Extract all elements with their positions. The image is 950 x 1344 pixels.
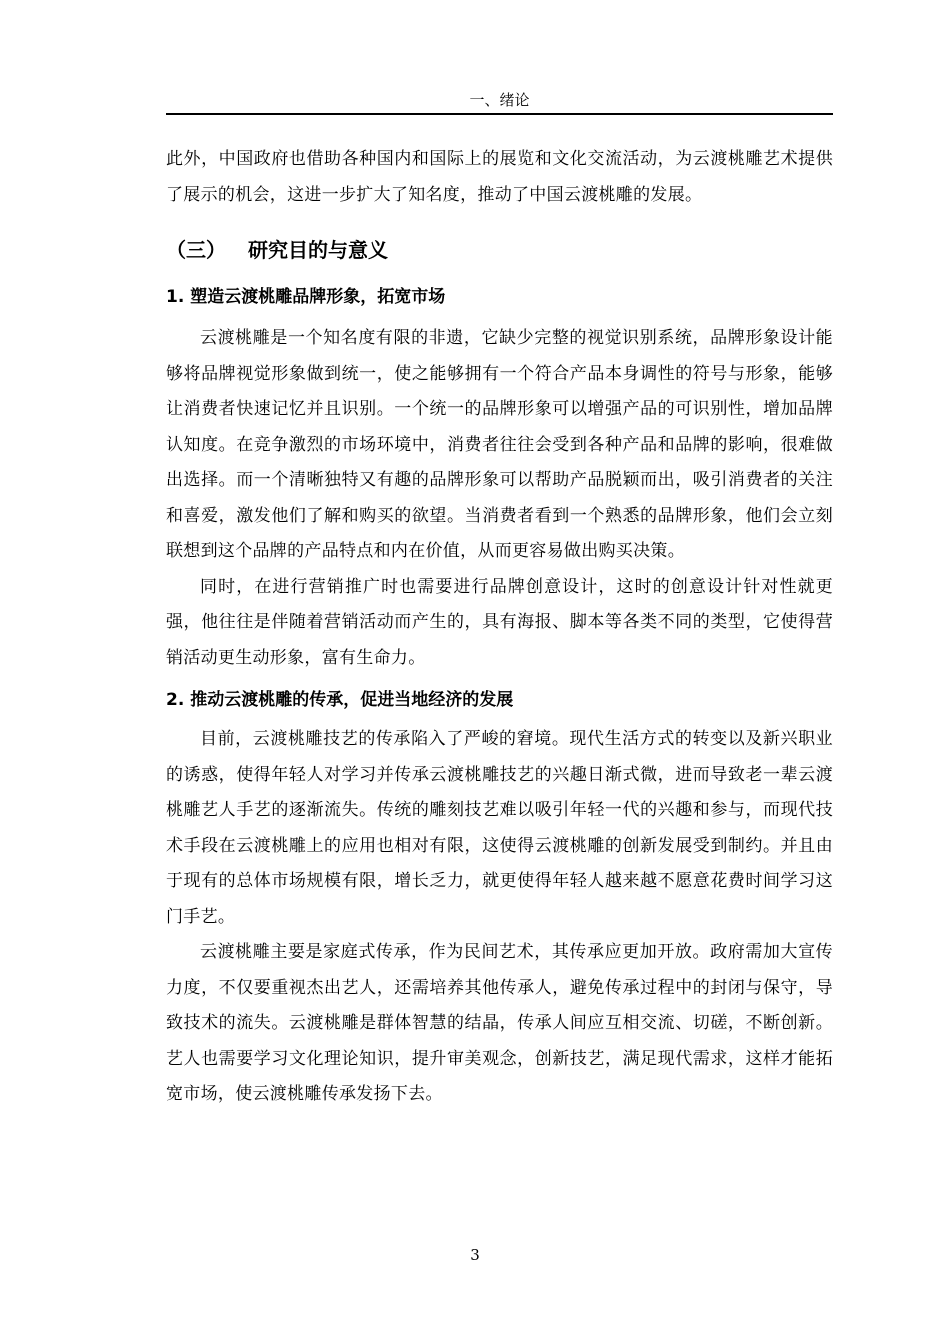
section-number: （三） (166, 238, 226, 262)
header-divider (166, 113, 833, 115)
intro-paragraph: 此外，中国政府也借助各种国内和国际上的展览和文化交流活动，为云渡桃雕艺术提供了展示的机会，这进一步扩大了知名度，推动了中国云渡桃雕的发展。 (166, 149, 833, 205)
body-paragraph: 目前，云渡桃雕技艺的传承陷入了严峻的窘境。现代生活方式的转变以及新兴职业的诱惑，使得年轻人对学习并传承云渡桃雕技艺的兴趣日渐式微，进而导致老一辈云渡桃雕艺人手艺的逐渐流失。传统的雕刻技艺难以吸引年轻一代的兴趣和参与，而现代技术手段在云渡桃雕上的应用也相对有限，这使得云渡桃雕的创新发展受到制约。并且由于现有的总体市场规模有限，增长乏力，就更使得年轻人越来越不愿意花费时间学习这门手艺。 (166, 729, 833, 927)
subsection-heading-2: 2. 推动云渡桃雕的传承，促进当地经济的发展 (166, 690, 514, 710)
page-number: 3 (470, 1246, 480, 1264)
subsection-heading-1: 1. 塑造云渡桃雕品牌形象，拓宽市场 (166, 287, 446, 307)
body-paragraph: 云渡桃雕是一个知名度有限的非遗，它缺少完整的视觉识别系统，品牌形象设计能够将品牌视觉形象做到统一，使之能够拥有一个符合产品本身调性的符号与形象，能够让消费者快速记忆并且识别。一个统一的品牌形象可以增强产品的可识别性，增加品牌认知度。在竞争激烈的市场环境中，消费者往往会受到各种产品和品牌的影响，很难做出选择。而一个清晰独特又有趣的品牌形象可以帮助产品脱颖而出，吸引消费者的关注和喜爱，激发他们了解和购买的欲望。当消费者看到一个熟悉的品牌形象，他们会立刻联想到这个品牌的产品特点和内在价值，从而更容易做出购买决策。 (166, 328, 833, 561)
section-title: 研究目的与意义 (248, 238, 388, 262)
section-heading (166, 235, 833, 265)
page-body (166, 142, 833, 1113)
body-paragraph: 同时，在进行营销推广时也需要进行品牌创意设计，这时的创意设计针对性就更强，他往往是伴随着营销活动而产生的，具有海报、脚本等各类不同的类型，它使得营销活动更生动形象，富有生命力。 (166, 576, 833, 668)
running-header: 一、绪论 (469, 91, 530, 109)
body-paragraph: 云渡桃雕主要是家庭式传承，作为民间艺术，其传承应更加开放。政府需加大宣传力度，不仅要重视杰出艺人，还需培养其他传承人，避免传承过程中的封闭与保守，导致技术的流失。云渡桃雕是群体智慧的结晶，传承人间应互相交流、切磋，不断创新。艺人也需要学习文化理论知识，提升审美观念，创新技艺，满足现代需求，这样才能拓宽市场，使云渡桃雕传承发扬下去。 (166, 942, 833, 1104)
